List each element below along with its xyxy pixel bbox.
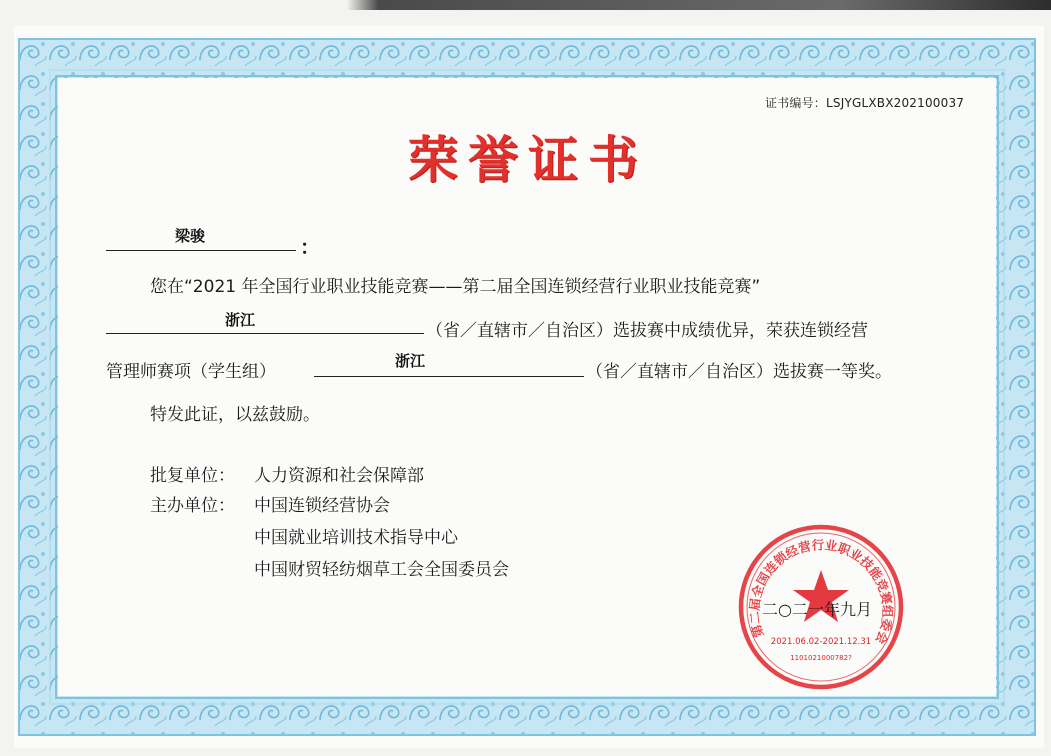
province-fill-2: 浙江 xyxy=(394,352,425,370)
seal-period: 2021.06.02-2021.12.31 xyxy=(770,637,872,647)
body-line-4: 特发此证，以兹鼓励。 xyxy=(150,405,320,425)
body-line-1: 您在“2021 年全国行业职业技能竞赛——第二届全国连锁经营行业职业技能竞赛” xyxy=(150,277,761,297)
province-underline-2 xyxy=(314,376,584,377)
province-fill-1: 浙江 xyxy=(224,311,255,329)
body-line-3-suffix: （省／直辖市／自治区）选拔赛一等奖。 xyxy=(586,362,892,382)
organizer-2: 中国就业培训技术指导中心 xyxy=(254,528,458,548)
name-underline xyxy=(106,250,296,251)
organizer-3: 中国财贸轻纺烟草工会全国委员会 xyxy=(254,560,509,580)
seal-code: 1101021000782? xyxy=(790,654,852,662)
province-underline-1 xyxy=(106,333,424,334)
certificate-number: 证书编号：LSJYGLXBX202100037 xyxy=(765,96,965,110)
approver: 人力资源和社会保障部 xyxy=(254,466,424,486)
issue-date: 二○二一年九月 xyxy=(762,600,872,619)
recipient-name: 梁骏 xyxy=(174,227,205,245)
recipient-colon: ： xyxy=(300,235,320,259)
body-line-3-prefix: 管理师赛项（学生组） xyxy=(106,362,276,382)
photo-top-edge xyxy=(0,0,1051,10)
organizer-label: 主办单位： xyxy=(150,496,235,516)
approver-label: 批复单位： xyxy=(150,466,235,486)
certificate-title: 荣誉证书 xyxy=(408,130,648,189)
body-line-2: （省／直辖市／自治区）选拔赛中成绩优异，荣获连锁经营 xyxy=(426,321,868,341)
organizer-1: 中国连锁经营协会 xyxy=(254,496,390,516)
seal-ring-text: 第二届全国连锁经营行业职业技能竞赛组委会 xyxy=(746,537,896,647)
